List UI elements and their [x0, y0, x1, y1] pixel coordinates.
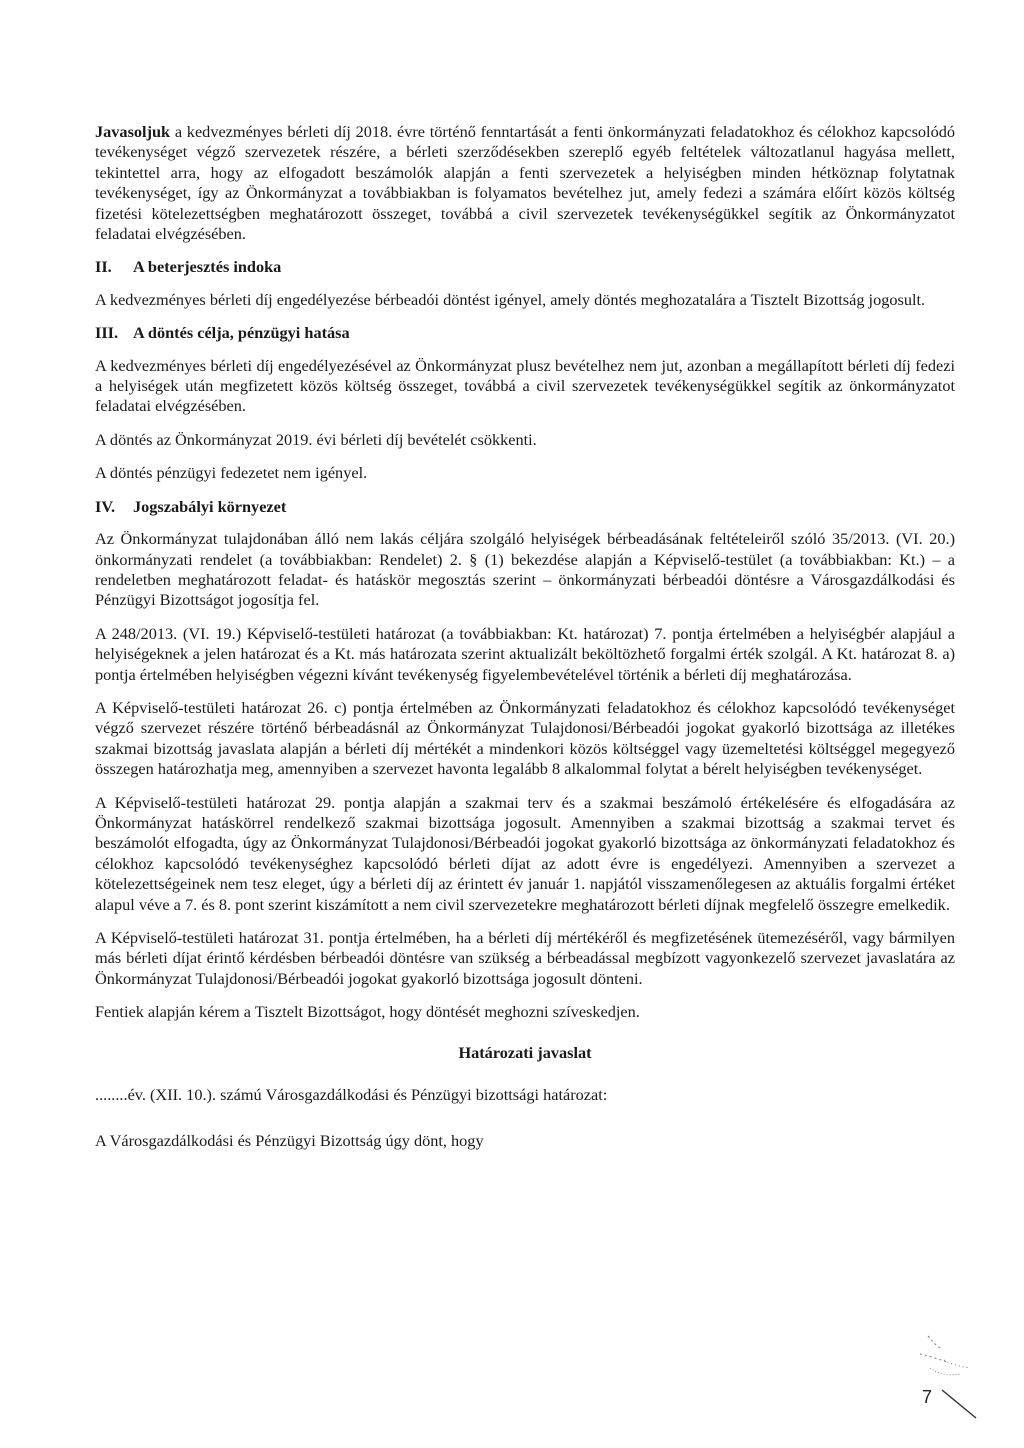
section4-paragraph: Az Önkormányzat tulajdonában álló nem lakás céljára szolgáló helyiségek bérbeadásának feltételeiről szóló 35/2013. (VI. 20.) önkormányzati rendelet (a továbbiakban: Rendelet) 2. § (1) bekezdése alapján a Képviselő-testület (a továbbiakban: Kt.) – a rendeletben meghatározott feladat- és hatáskör megosztás szerint – önkormányzati bérbeadói döntésre a Városgazdálkodási és Pénzügyi Bizottságot jogosítja fel. [95, 529, 955, 610]
section4-paragraph: A Képviselő-testületi határozat 29. pontja alapján a szakmai terv és a szakmai beszámoló értékelésére és elfogadására az Önkormányzat hatáskörrel rendelkező szakmai bizottsága jogosult. Amennyiben a szakmai bizottság a szakmai tervet és beszámolót elfogadta, úgy az Önkormányzat Tulajdonosi/Bérbeadói jogokat gyakorló bizottsága az önkormányzati feladatokhoz és célokhoz kapcsolódó tevékenységhez kapcsolódó bérleti díjat az adott évre is engedélyezi. Amennyiben a szervezet a kötelezettségeinek nem tesz eleget, úgy a bérleti díj az érintett év január 1. napjától visszamenőlegesen az aktuális forgalmi értéket alapul véve a 7. és 8. pont szerint kiszámított a nem civil szervezetekre meghatározott bérleti díjnak megfelelő összegre emelkedik. [95, 792, 955, 914]
page-number: 7 [922, 1387, 933, 1407]
resolution-decision-line: A Városgazdálkodási és Pénzügyi Bizottság úgy dönt, hogy [95, 1131, 484, 1151]
section-number-3: III. [95, 323, 119, 343]
section4-paragraph: A Képviselő-testületi határozat 31. pontja értelmében, ha a bérleti díj mértékéről és megfizetésének ütemezéséről, vagy bármilyen más bérleti díjat érintő kérdésben bérbeadói döntésre van szükség a bérbeadással megbízott vagyonkezelő szervezet javaslatára az Önkormányzat Tulajdonosi/Bérbeadói jogokat gyakorló bizottsága jogosult dönteni. [95, 928, 955, 988]
section3-paragraph: A döntés az Önkormányzat 2019. évi bérleti díj bevételét csökkenti. [95, 429, 537, 449]
section4-paragraph: Fentiek alapján kérem a Tisztelt Bizottságot, hogy döntését meghozni szíveskedjen. [95, 1002, 640, 1022]
section4-paragraph: A 248/2013. (VI. 19.) Képviselő-testületi határozat (a továbbiakban: Kt. határozat) 7. pontja értelmében a helyiségbér alapjául a helyiségeknek a jelen határozat és a Kt. más határozata szerint aktualizált beköltözhető forgalmi érték szolgál. A Kt. határozat 8. a) pontja értelmében helyiségben végezni kívánt tevékenység figyelembevételével történik a bérleti díj meghatározása. [95, 623, 955, 684]
section-title-2: A beterjesztés indoka [133, 257, 282, 277]
document-page [95, 122, 955, 1165]
resolution-title: Határozati javaslat [458, 1042, 592, 1062]
section3-paragraph: A kedvezményes bérleti díj engedélyezésével az Önkormányzat plusz bevételhez nem jut, azonban a megállapított bérleti díj fedezi a helyiségek után megfizetett közös költség összeget, továbbá a civil szervezetek tevékenységükkel segítik az önkormányzatot feladatai elvégzésében. [95, 355, 955, 416]
section-heading-3 [95, 323, 955, 343]
section-title-4: Jogszabályi környezet [133, 496, 287, 516]
section-title-3: A döntés célja, pénzügyi hatása [133, 323, 350, 343]
section3-paragraph: A döntés pénzügyi fedezetet nem igényel. [95, 463, 368, 483]
section-heading-2 [95, 257, 955, 277]
resolution-number-line: ........év. (XII. 10.). számú Városgazdálkodási és Pénzügyi bizottsági határozat: [95, 1085, 608, 1105]
intro-lead: Javasoljuk [95, 122, 171, 141]
section2-paragraph: A kedvezményes bérleti díj engedélyezése bérbeadói döntést igényel, amely döntés meghozatalára a Tisztelt Bizottság jogosult. [95, 289, 926, 309]
intro-paragraph [95, 122, 955, 244]
section4-paragraph: A Képviselő-testületi határozat 26. c) pontja értelmében az Önkormányzati feladatokhoz és célokhoz kapcsolódó tevékenységet végző szervezet részére történő bérbeadásnál az Önkormányzat Tulajdonosi/Bérbeadói jogokat gyakorló bizottsága az illetékes szakmai bizottság javaslata alapján a bérleti díj mértékét a mindenkori közös költséggel vagy üzemeltetési költséggel megegyező összegen határozhatja meg, amennyiben a szervezet havonta legalább 8 alkalommal folytat a bérelt helyiségben tevékenységet. [95, 697, 955, 779]
page-number-mark [914, 1330, 984, 1420]
section-heading-4 [95, 497, 955, 517]
section-number-4: IV. [95, 496, 116, 516]
section-number-2: II. [95, 257, 112, 277]
intro-text: a kedvezményes bérleti díj 2018. évre történő fenntartását a fenti önkormányzati feladatokhoz és célokhoz kapcsolódó tevékenységet végző szervezetek részére, a bérleti szerződésekben szereplő egyéb feltételek változatlanul hagyása mellett, tekintettel arra, hogy az elfogadott beszámolók alapján a fenti szervezetek a helyiségben minden hétköznap folytatnak tevékenységet, így az Önkormányzat a továbbiakban is folyamatos bevételhez jut, amely fedezi a számára előírt közös költség fizetési kötelezettségben meghatározott összeget, továbbá a civil szervezetek tevékenységükkel segítik az Önkormányzatot feladatai elvégzésében. [95, 122, 955, 244]
